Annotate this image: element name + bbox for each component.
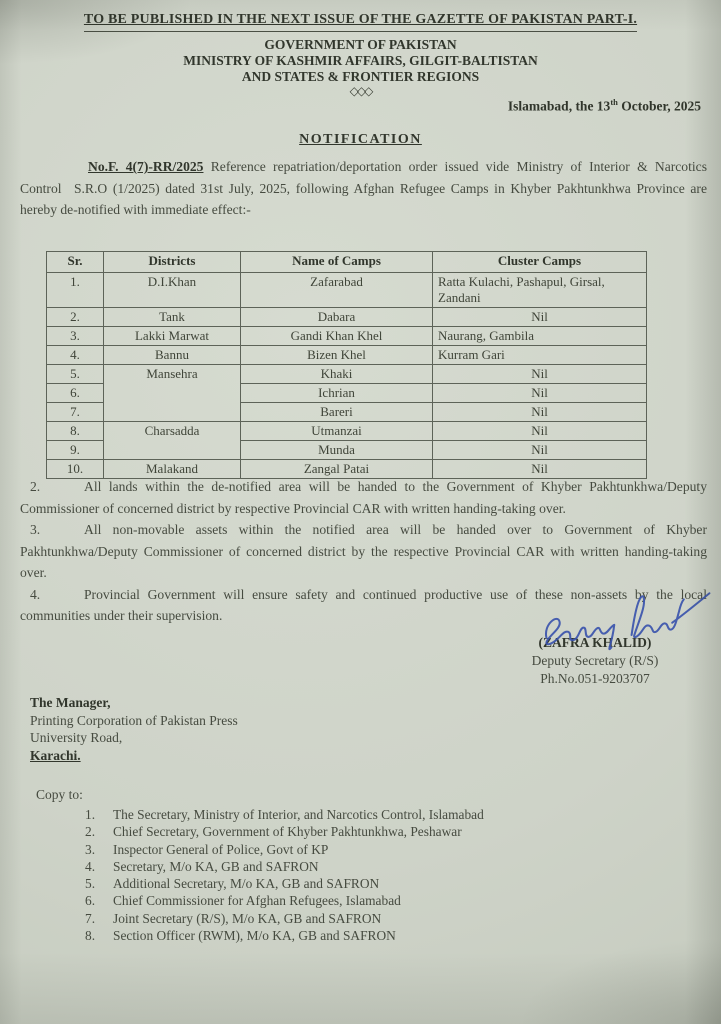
- copy-to-item: [85, 841, 484, 858]
- letterhead: [0, 37, 721, 85]
- table-header-row: [47, 252, 647, 273]
- copy-item-text: Additional Secretary, M/o KA, GB and SAFRON: [113, 876, 380, 892]
- camp-cell: Gandi Khan Khel: [241, 327, 433, 346]
- document-title: [0, 130, 721, 148]
- sr-cell: 2.: [47, 308, 104, 327]
- camp-cell: Utmanzai: [241, 422, 433, 441]
- district-cell: Bannu: [104, 346, 241, 365]
- copy-item-text: Inspector General of Police, Govt of KP: [113, 841, 329, 857]
- paragraph-text: All non-movable assets within the notified area will be handed over to Government of Khyber Pakhtunkhwa/Deputy Commissioner of concerned district by the respective Provincial CAR with written handing-taking over.: [20, 522, 707, 580]
- copy-item-text: Chief Secretary, Government of Khyber Pakhtunkhwa, Peshawar: [113, 824, 462, 840]
- paragraph-text: Provincial Government will ensure safety and continued productive use of these non-assets by the local communities under their supervision.: [20, 586, 707, 623]
- letterhead-government-line: GOVERNMENT OF PAKISTAN: [264, 37, 457, 52]
- camp-cell: Ichrian: [241, 384, 433, 403]
- district-cell: D.I.Khan: [104, 273, 241, 308]
- copy-item-text: Joint Secretary (R/S), M/o KA, GB and SAFRON: [113, 910, 382, 926]
- copy-to-item: [85, 892, 484, 909]
- dateline: [508, 97, 701, 115]
- copy-item-text: Section Officer (RWM), M/o KA, GB and SAFRON: [113, 928, 396, 944]
- address-line: Printing Corporation of Pakistan Press: [30, 712, 238, 728]
- address-line: Karachi.: [30, 747, 81, 763]
- copy-item-number: 2.: [85, 824, 96, 840]
- dateline-prefix: Islamabad, the 13: [507, 98, 611, 114]
- signatory-title: Deputy Secretary (R/S): [531, 653, 659, 668]
- sr-cell: 8.: [47, 422, 104, 441]
- paragraph-text: All lands within the de-notified area will be handed to the Government of Khyber Pakhtunkhwa/Deputy Commissioner of concerned district by respective Provincial CAR with written handing-taking over.: [20, 479, 707, 516]
- cluster-cell: Nil: [433, 384, 647, 403]
- numbered-paragraph: [20, 476, 707, 519]
- copy-item-number: 5.: [85, 876, 96, 892]
- sr-cell: 9.: [47, 441, 104, 460]
- copy-to-item: [85, 910, 484, 927]
- camp-cell: Bareri: [241, 403, 433, 422]
- copy-item-number: 3.: [85, 841, 96, 857]
- numbered-paragraph: [20, 519, 707, 584]
- copy-item-number: 4.: [85, 858, 96, 874]
- cluster-cell: Naurang, Gambila: [433, 327, 647, 346]
- addressee-block: [30, 694, 238, 764]
- gazette-publication-notice-text: TO BE PUBLISHED IN THE NEXT ISSUE OF THE GAZETTE OF PAKISTAN PART-I.: [84, 12, 637, 32]
- cluster-cell: Nil: [433, 422, 647, 441]
- camp-cell: Zafarabad: [241, 273, 433, 308]
- camp-cell: Munda: [241, 441, 433, 460]
- cluster-cell: Kurram Gari: [433, 346, 647, 365]
- camp-cell: Bizen Khel: [241, 346, 433, 365]
- sr-cell: 3.: [47, 327, 104, 346]
- letterhead-states-line: AND STATES & FRONTIER REGIONS: [241, 69, 480, 84]
- cluster-cell: Nil: [433, 403, 647, 422]
- sr-cell: 10.: [47, 460, 104, 479]
- column-header-sr: Sr.: [47, 252, 104, 273]
- copy-to-item: [85, 858, 484, 875]
- camp-cell: Zangal Patai: [241, 460, 433, 479]
- diamond-ornament-icon: ◇◇◇: [349, 84, 372, 98]
- copy-to-item: [85, 823, 484, 840]
- paragraph-number: 3.: [30, 522, 41, 537]
- table-row: [47, 273, 647, 308]
- copy-item-number: 7.: [85, 910, 96, 926]
- cluster-cell: Nil: [433, 460, 647, 479]
- sr-cell: 5.: [47, 365, 104, 384]
- copy-item-text: Secretary, M/o KA, GB and SAFRON: [113, 858, 319, 874]
- camps-table-body: [47, 273, 647, 479]
- copy-to-label: Copy to:: [36, 787, 83, 802]
- table-row: [47, 346, 647, 365]
- copy-item-number: 8.: [85, 928, 96, 944]
- copy-to-item: [85, 806, 484, 823]
- gazette-publication-notice: [0, 10, 721, 32]
- camp-cell: Khaki: [241, 365, 433, 384]
- cluster-cell: Ratta Kulachi, Pashapul, Girsal, Zandani: [433, 273, 647, 308]
- copy-to-list: [85, 806, 484, 944]
- column-header-name-of-camps: Name of Camps: [241, 252, 433, 273]
- document-title-text: NOTIFICATION: [299, 132, 422, 147]
- notification-reference-number: No.F. 4(7)-RR/2025: [88, 159, 204, 174]
- signatory-name: (ZAFRA KHALID): [538, 635, 652, 650]
- paragraph-number: 4.: [30, 586, 41, 602]
- district-cell: Mansehra: [104, 365, 241, 422]
- table-row: [47, 365, 647, 384]
- letterhead-ministry-line: MINISTRY OF KASHMIR AFFAIRS, GILGIT-BALTISTAN: [183, 53, 538, 68]
- table-row: [47, 308, 647, 327]
- cluster-cell: Nil: [433, 441, 647, 460]
- copy-item-number: 1.: [85, 807, 96, 822]
- camps-table: [46, 251, 647, 479]
- copy-to-item: [85, 927, 484, 944]
- table-row: [47, 422, 647, 441]
- sr-cell: 6.: [47, 384, 104, 403]
- column-header-cluster-camps: Cluster Camps: [433, 252, 647, 273]
- paragraph-number: 2.: [30, 479, 41, 494]
- copy-item-text: Chief Commissioner for Afghan Refugees, Islamabad: [113, 893, 401, 909]
- copy-to-item: [85, 875, 484, 892]
- district-cell: Charsadda: [104, 422, 241, 460]
- sr-cell: 1.: [47, 273, 104, 308]
- copy-item-text: The Secretary, Ministry of Interior, and Narcotics Control, Islamabad: [113, 807, 484, 822]
- camps-table-wrap: [46, 251, 647, 479]
- address-line: University Road,: [30, 730, 123, 745]
- cluster-cell: Nil: [433, 308, 647, 327]
- signatory-phone: Ph.No.051-9203707: [540, 671, 650, 686]
- sr-cell: 4.: [47, 346, 104, 365]
- signature-block: [475, 634, 715, 688]
- paragraph-1-text: Reference repatriation/deportation order issued vide Ministry of Interior & Narcotics Control S.R.O (1/2025) dated 31st July, 2025, following Afghan Refugee Camps in Khyber Pakhtunkhwa Province are hereby de-notified with immediate effect:-: [20, 159, 707, 217]
- address-line: The Manager,: [30, 695, 111, 710]
- district-cell: Tank: [104, 308, 241, 327]
- district-cell: Lakki Marwat: [104, 327, 241, 346]
- copy-item-number: 6.: [85, 893, 96, 909]
- sr-cell: 7.: [47, 403, 104, 422]
- cluster-cell: Nil: [433, 365, 647, 384]
- paragraph-1: [20, 156, 707, 221]
- district-cell: Malakand: [104, 460, 241, 479]
- dateline-ordinal: th: [610, 97, 618, 107]
- camp-cell: Dabara: [241, 308, 433, 327]
- column-header-districts: Districts: [104, 252, 241, 273]
- dateline-suffix: October, 2025: [617, 98, 701, 114]
- table-row: [47, 327, 647, 346]
